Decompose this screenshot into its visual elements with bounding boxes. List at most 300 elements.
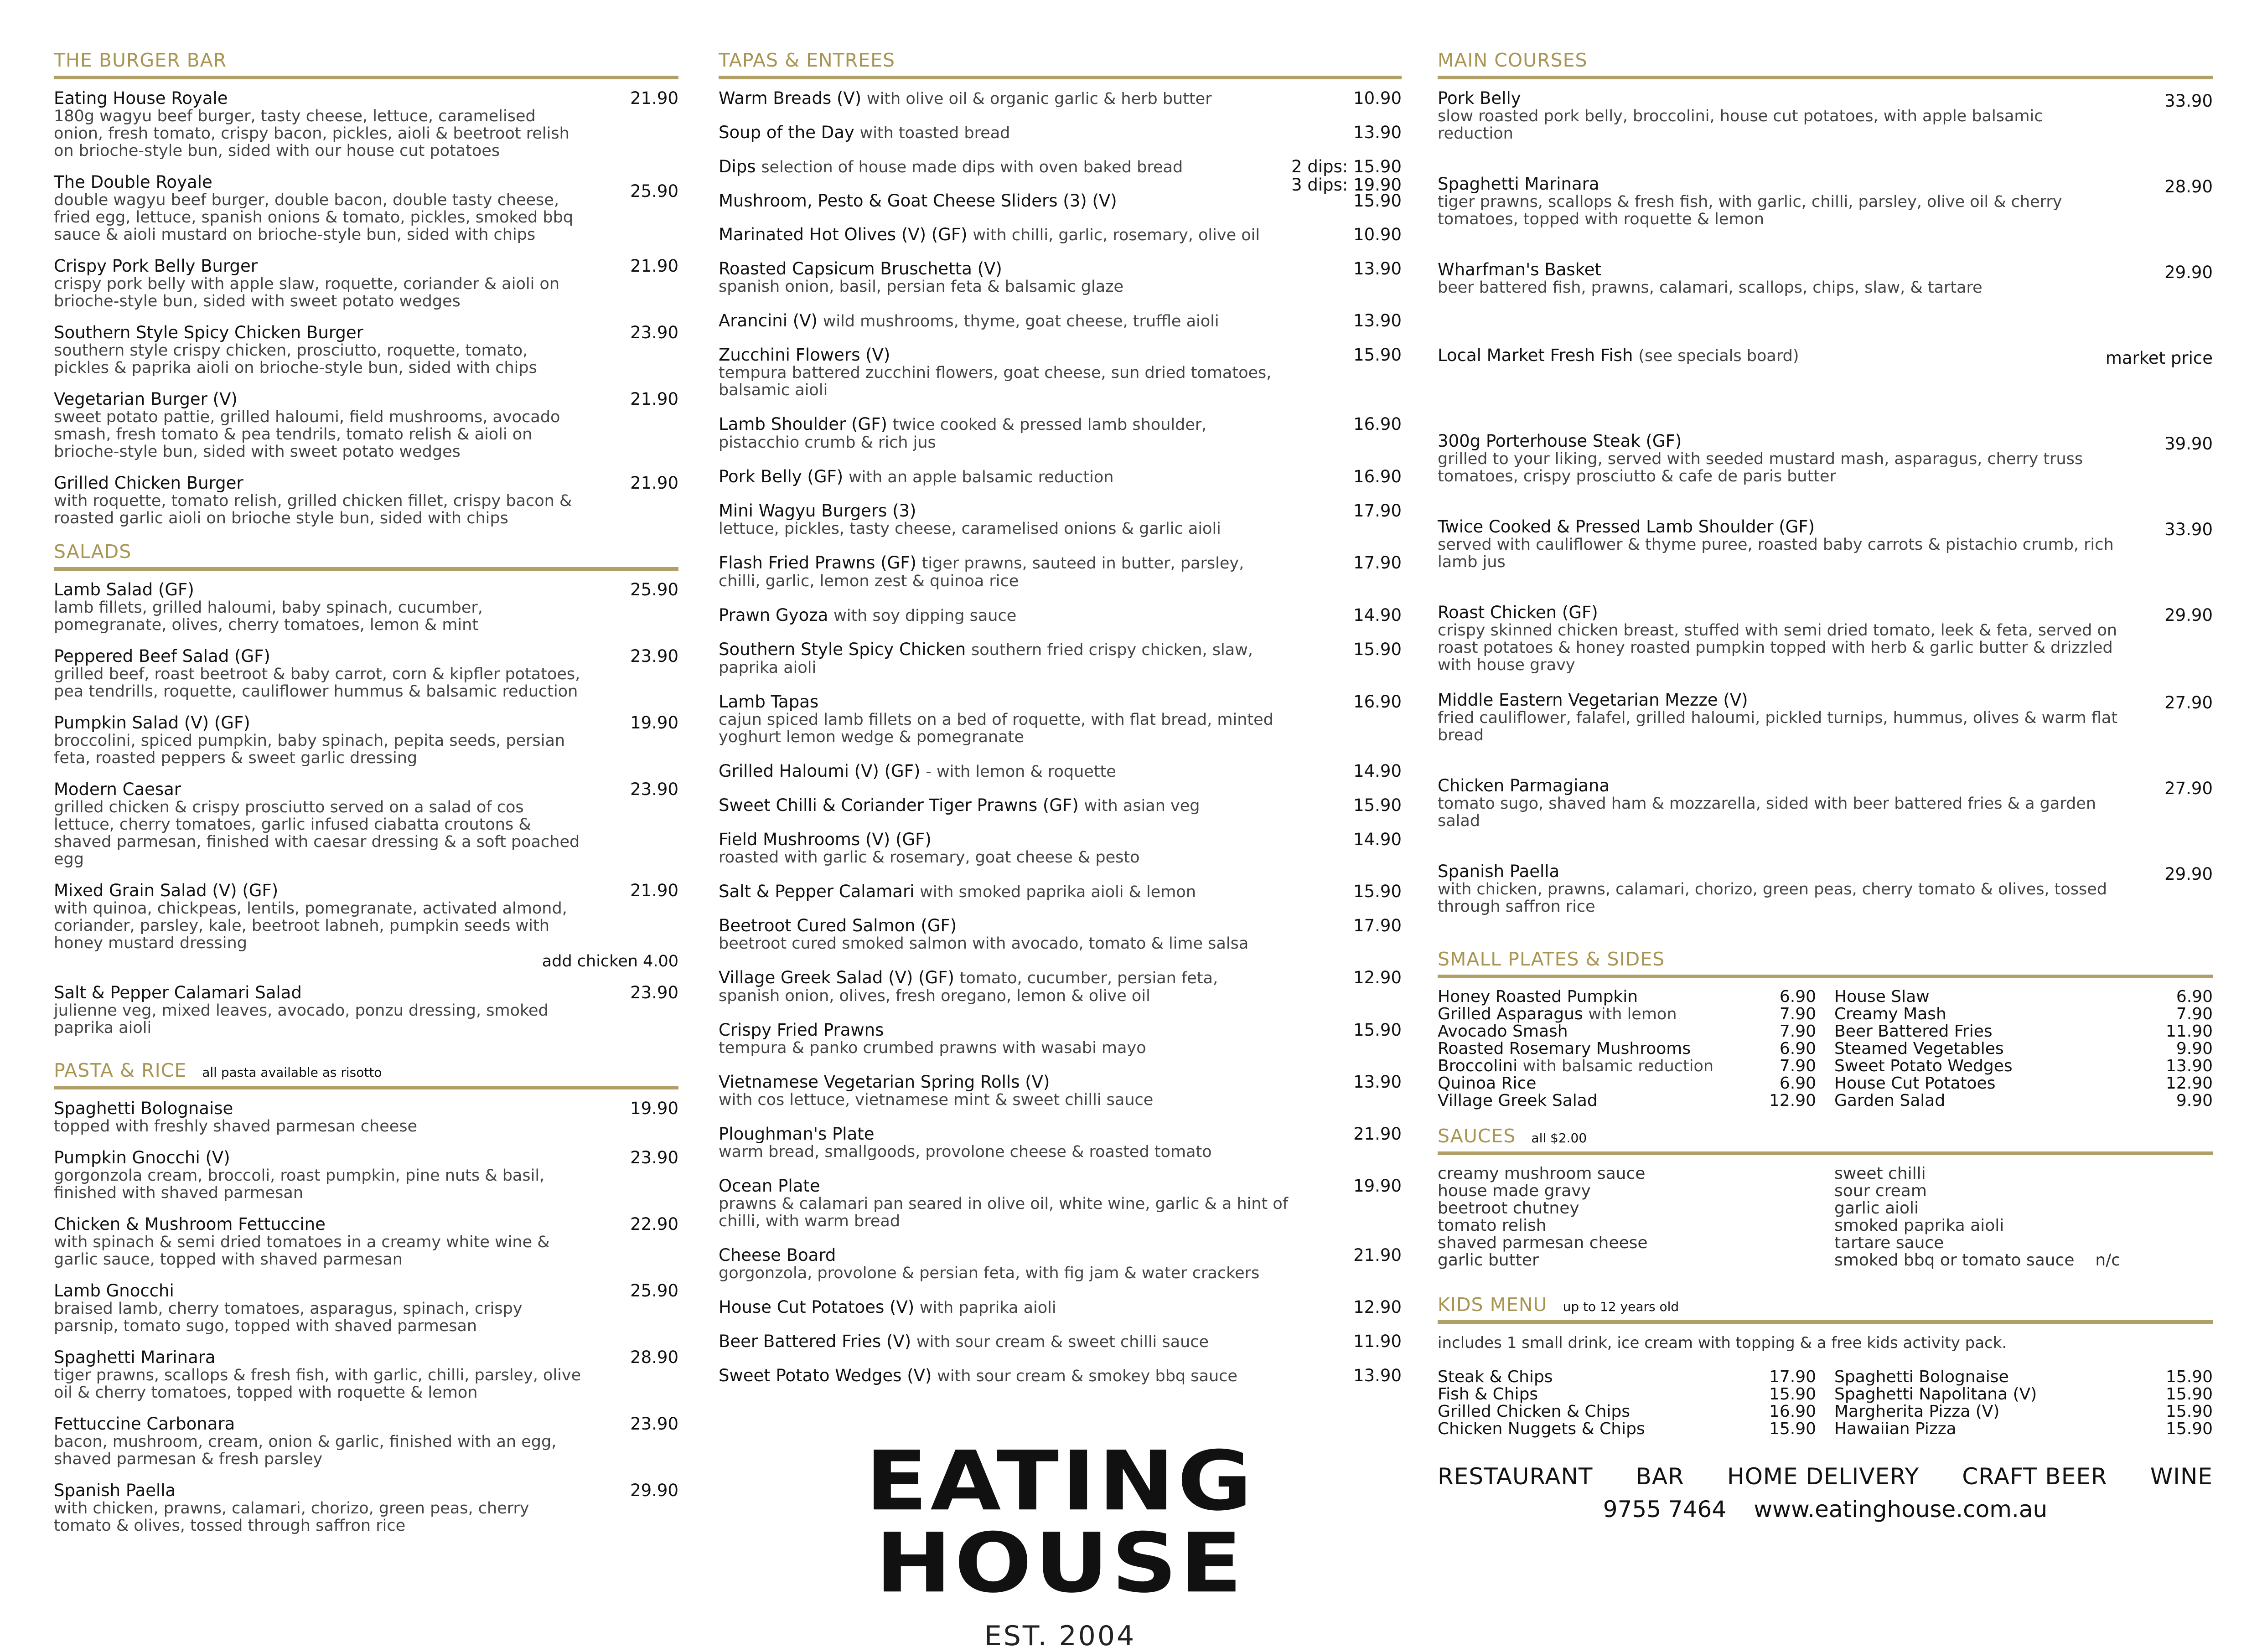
item-price-value: 33.90 bbox=[2164, 91, 2213, 111]
item-description: with chicken, prawns, calamari, chorizo, green peas, cherry tomato & olives, tossed through saffron rice bbox=[1438, 880, 2107, 916]
item-price-value: 10.90 bbox=[1353, 88, 1402, 108]
sauce-item: garlic aioli bbox=[1834, 1199, 1919, 1218]
item-name: Mini Wagyu Burgers (3) bbox=[719, 501, 916, 521]
menu-item bbox=[719, 640, 1402, 676]
price-row bbox=[1438, 1403, 1816, 1420]
item-name: Spanish Paella bbox=[54, 1481, 176, 1500]
item-name: Pork Belly (GF) bbox=[719, 467, 844, 486]
salads-section-title: SALADS bbox=[54, 541, 678, 571]
sauce-item: sweet chilli bbox=[1834, 1164, 1926, 1183]
row-name: Fish & Chips bbox=[1438, 1385, 1538, 1404]
menu-item bbox=[1438, 862, 2213, 931]
item-name: Sweet Chilli & Coriander Tiger Prawns (GF) bbox=[719, 795, 1079, 815]
item-title-line bbox=[719, 969, 1402, 987]
item-name: Peppered Beef Salad (GF) bbox=[54, 646, 270, 666]
service-wine: WINE bbox=[2150, 1463, 2213, 1490]
menu-item bbox=[719, 969, 1402, 1005]
row-label bbox=[1834, 1006, 1946, 1023]
item-inline-description: selection of house made dips with oven baked bread bbox=[761, 158, 1183, 176]
item-inline-description: southern fried crispy chicken, slaw, bbox=[971, 641, 1253, 659]
middle-column bbox=[719, 49, 1402, 1401]
item-price-value: 16.90 bbox=[1353, 692, 1402, 712]
item-price-value: 19.90 bbox=[630, 713, 678, 733]
item-title-line bbox=[54, 581, 678, 599]
item-name: Middle Eastern Vegetarian Mezze (V) bbox=[1438, 690, 1748, 710]
item-price-value: 14.90 bbox=[1353, 830, 1402, 849]
item-price bbox=[1353, 260, 1402, 278]
burger-section-title: THE BURGER BAR bbox=[54, 49, 678, 79]
item-name: Spaghetti Bolognaise bbox=[54, 1099, 233, 1118]
website-link[interactable]: www.eatinghouse.com.au bbox=[1754, 1496, 2048, 1523]
menu-item bbox=[719, 1021, 1402, 1057]
item-description: tomato sugo, shaved ham & mozzarella, sided with beer battered fries & a garden salad bbox=[1438, 795, 2096, 830]
item-title-line bbox=[1438, 261, 2213, 279]
row-price: 15.90 bbox=[2165, 1368, 2213, 1386]
item-name: Twice Cooked & Pressed Lamb Shoulder (GF) bbox=[1438, 517, 1815, 537]
row-price: 11.90 bbox=[2165, 1022, 2213, 1041]
item-title-line bbox=[54, 984, 678, 1002]
item-description: served with cauliflower & thyme puree, roasted baby carrots & pistachio crumb, rich lamb jus bbox=[1438, 536, 2114, 571]
item-title-line bbox=[719, 1246, 1402, 1265]
item-title-line bbox=[719, 89, 1402, 108]
tapas-list bbox=[719, 89, 1402, 1385]
item-title-line bbox=[719, 831, 1402, 849]
row-price: 15.90 bbox=[2165, 1402, 2213, 1421]
row-price: 7.90 bbox=[1779, 1005, 1816, 1023]
left-column bbox=[54, 49, 678, 1548]
item-name: Field Mushrooms (V) (GF) bbox=[719, 830, 932, 849]
tapas-section-title: TAPAS & ENTREES bbox=[719, 49, 1402, 79]
burger-section bbox=[54, 49, 678, 527]
item-price bbox=[1353, 1021, 1402, 1039]
item-price bbox=[1353, 124, 1402, 142]
menu-item bbox=[54, 1215, 678, 1268]
row-price: 13.90 bbox=[2165, 1057, 2213, 1075]
item-price-value: 15.90 bbox=[1353, 1020, 1402, 1040]
menu-item bbox=[719, 312, 1402, 330]
item-title-line bbox=[719, 1021, 1402, 1039]
item-price bbox=[1353, 502, 1402, 520]
item-price-value: 11.90 bbox=[1353, 1332, 1402, 1351]
row-name: Spaghetti Napolitana (V) bbox=[1834, 1385, 2037, 1404]
item-title-line bbox=[719, 1177, 1402, 1195]
price-row bbox=[1438, 1058, 1816, 1075]
item-extra: add chicken 4.00 bbox=[542, 952, 678, 971]
item-price-value: 13.90 bbox=[1353, 1072, 1402, 1092]
row-name: Village Greek Salad bbox=[1438, 1091, 1598, 1110]
menu-item bbox=[719, 762, 1402, 781]
menu-item bbox=[1438, 346, 2213, 415]
row-label bbox=[1438, 1403, 1630, 1420]
item-inline-description: with asian veg bbox=[1084, 797, 1200, 815]
menu-item bbox=[54, 882, 678, 970]
right-column bbox=[1438, 49, 2213, 1438]
item-name: Salt & Pepper Calamari Salad bbox=[54, 983, 302, 1002]
item-price-value: 21.90 bbox=[1353, 1124, 1402, 1144]
item-price bbox=[630, 647, 678, 666]
menu-item bbox=[719, 1125, 1402, 1161]
item-description: prawns & calamari pan seared in olive oil, white wine, garlic & a hint of chilli, with warm bread bbox=[719, 1195, 1289, 1230]
row-label bbox=[1438, 1386, 1538, 1403]
row-label bbox=[1438, 1058, 1713, 1075]
row-label bbox=[1834, 1040, 2004, 1058]
kids-left bbox=[1438, 1368, 1816, 1438]
item-price-value: 16.90 bbox=[1353, 467, 1402, 486]
item-name: Village Greek Salad (V) (GF) bbox=[719, 968, 954, 987]
item-name: Roast Chicken (GF) bbox=[1438, 603, 1598, 622]
item-title-line bbox=[1438, 175, 2213, 193]
item-title-line bbox=[54, 780, 678, 799]
menu-item bbox=[54, 1100, 678, 1135]
kids-right bbox=[1834, 1368, 2213, 1438]
menu-item bbox=[54, 1415, 678, 1468]
sauces-grid bbox=[1438, 1165, 2213, 1269]
row-inline-description: with balsamic reduction bbox=[1522, 1057, 1714, 1075]
sauce-item: shaved parmesan cheese bbox=[1438, 1234, 1648, 1252]
sauces-title-text: SAUCES bbox=[1438, 1125, 1516, 1147]
item-title-line bbox=[719, 640, 1402, 659]
sauce-item: sour cream bbox=[1834, 1182, 1927, 1200]
row-name: Steak & Chips bbox=[1438, 1368, 1553, 1386]
item-title-line bbox=[54, 1415, 678, 1433]
item-price bbox=[630, 474, 678, 492]
item-name: Spanish Paella bbox=[1438, 862, 1560, 881]
item-title-line bbox=[719, 346, 1402, 364]
item-price-value: 21.90 bbox=[630, 88, 678, 108]
item-price bbox=[2164, 263, 2213, 282]
menu-item bbox=[1438, 432, 2213, 501]
price-row bbox=[1834, 1403, 2213, 1420]
item-title-line bbox=[54, 1100, 678, 1118]
row-price: 17.90 bbox=[1769, 1368, 1816, 1386]
item-price-value: 27.90 bbox=[2164, 693, 2213, 712]
menu-item bbox=[719, 693, 1402, 746]
row-price: 7.90 bbox=[1779, 1022, 1816, 1041]
sauces-section-title bbox=[1438, 1125, 2213, 1155]
brand-logo bbox=[757, 1431, 1363, 1652]
item-price-value: 22.90 bbox=[630, 1214, 678, 1234]
item-title-line bbox=[719, 796, 1402, 815]
item-description: tiger prawns, scallops & fresh fish, with garlic, chilli, parsley, olive oil & cherry tomatoes, topped with roquette & lemon bbox=[54, 1366, 581, 1402]
item-title-line bbox=[719, 502, 1402, 520]
item-description: tempura battered zucchini flowers, goat cheese, sun dried tomatoes, balsamic aioli bbox=[719, 364, 1272, 399]
item-price bbox=[2164, 865, 2213, 883]
item-price-value: 23.90 bbox=[630, 780, 678, 799]
item-description: roasted with garlic & rosemary, goat cheese & pesto bbox=[719, 848, 1140, 867]
row-label bbox=[1834, 1386, 2037, 1403]
menu-item bbox=[54, 1149, 678, 1202]
item-name: Crispy Pork Belly Burger bbox=[54, 256, 258, 276]
item-price bbox=[1353, 89, 1402, 108]
sides-left bbox=[1438, 988, 1816, 1110]
row-name: Roasted Rosemary Mushrooms bbox=[1438, 1039, 1691, 1058]
item-title-line bbox=[719, 124, 1402, 142]
sauce-item: creamy mushroom sauce bbox=[1438, 1164, 1646, 1183]
row-label bbox=[1438, 1075, 1536, 1092]
item-inline-description: with olive oil & organic garlic & herb butter bbox=[866, 90, 1212, 108]
sauces-section bbox=[1438, 1125, 2213, 1269]
item-name: Prawn Gyoza bbox=[719, 605, 828, 625]
item-price bbox=[1353, 883, 1402, 901]
row-label bbox=[1834, 1075, 1995, 1092]
row-name: Spaghetti Bolognaise bbox=[1834, 1368, 2009, 1386]
kids-section bbox=[1438, 1294, 2213, 1438]
item-description: braised lamb, cherry tomatoes, asparagus, spinach, crispy parsnip, tomato sugo, topped with shaved parmesan bbox=[54, 1300, 523, 1335]
item-price-value: 29.90 bbox=[2164, 263, 2213, 282]
row-name: Garden Salad bbox=[1834, 1091, 1946, 1110]
item-price-value: 23.90 bbox=[630, 646, 678, 666]
item-name: Lamb Tapas bbox=[719, 692, 819, 712]
item-price bbox=[630, 324, 678, 342]
price-row bbox=[1834, 1420, 2213, 1438]
item-name: Beetroot Cured Salmon (GF) bbox=[719, 916, 957, 935]
menu-item bbox=[54, 173, 678, 243]
item-name: Cheese Board bbox=[719, 1245, 836, 1265]
menu-item bbox=[719, 883, 1402, 901]
row-price: 15.90 bbox=[1769, 1420, 1816, 1438]
price-row bbox=[1834, 1368, 2213, 1386]
item-description: grilled beef, roast beetroot & baby carrot, corn & kipfler potatoes, pea tendrills, roquette, cauliflower hummus & balsamic reduction bbox=[54, 665, 580, 701]
item-price-value: market price bbox=[2105, 348, 2213, 368]
item-title-line bbox=[1438, 518, 2213, 536]
item-title-line bbox=[719, 1125, 1402, 1143]
menu-item bbox=[719, 554, 1402, 590]
menu-item bbox=[1438, 604, 2213, 674]
footer bbox=[1438, 1463, 2213, 1523]
item-price-value: 14.90 bbox=[1353, 761, 1402, 781]
item-title-line bbox=[54, 173, 678, 191]
item-name: Pumpkin Gnocchi (V) bbox=[54, 1148, 230, 1167]
sauce-item: smoked paprika aioli bbox=[1834, 1216, 2004, 1235]
item-description: cajun spiced lamb fillets on a bed of roquette, with flat bread, minted yoghurt lemon wedge & pomegranate bbox=[719, 711, 1273, 746]
item-title-line bbox=[54, 714, 678, 732]
item-price-value: 21.90 bbox=[630, 473, 678, 493]
row-name: Grilled Asparagus bbox=[1438, 1005, 1583, 1023]
item-name: Warm Breads (V) bbox=[719, 88, 862, 108]
item-title-line bbox=[719, 1298, 1402, 1317]
item-title-line bbox=[1438, 432, 2213, 450]
item-inline-description: tiger prawns, sauteed in butter, parsley, bbox=[921, 554, 1244, 573]
item-name: Fettuccine Carbonara bbox=[54, 1414, 235, 1434]
item-price-value: 19.90 bbox=[1353, 1176, 1402, 1196]
item-name: Eating House Royale bbox=[54, 88, 228, 108]
menu-item bbox=[54, 89, 678, 160]
item-price-value: 33.90 bbox=[2164, 520, 2213, 539]
item-inline-description: with an apple balsamic reduction bbox=[848, 468, 1114, 486]
row-price: 6.90 bbox=[1779, 987, 1816, 1006]
sauce-item: beetroot chutney bbox=[1438, 1199, 1579, 1218]
item-title-line bbox=[1438, 777, 2213, 795]
item-name: Mushroom, Pesto & Goat Cheese Sliders (3) (V) bbox=[719, 191, 1117, 211]
menu-item bbox=[1438, 518, 2213, 586]
item-price bbox=[1353, 796, 1402, 815]
item-name: Southern Style Spicy Chicken bbox=[719, 640, 966, 659]
item-price bbox=[630, 1215, 678, 1234]
item-title-line bbox=[719, 312, 1402, 330]
sauce-item: tomato relish bbox=[1438, 1216, 1547, 1235]
sauces-left bbox=[1438, 1165, 1816, 1269]
item-name: 300g Porterhouse Steak (GF) bbox=[1438, 431, 1682, 451]
item-title-line bbox=[54, 1482, 678, 1500]
item-price bbox=[1353, 1298, 1402, 1316]
row-name: Avocado Smash bbox=[1438, 1022, 1568, 1041]
item-title-line bbox=[719, 917, 1402, 935]
item-name: Dips bbox=[719, 157, 756, 176]
row-price: 7.90 bbox=[2176, 1005, 2213, 1023]
row-price: 16.90 bbox=[1769, 1402, 1816, 1421]
item-price bbox=[1353, 831, 1402, 849]
item-price bbox=[1353, 606, 1402, 625]
price-row bbox=[1834, 1058, 2213, 1075]
kids-intro: includes 1 small drink, ice cream with topping & a free kids activity pack. bbox=[1438, 1334, 2007, 1352]
item-name: Grilled Haloumi (V) (GF) bbox=[719, 761, 921, 781]
price-row bbox=[1834, 1023, 2213, 1040]
item-price bbox=[1291, 158, 1402, 194]
kids-title-text: KIDS MENU bbox=[1438, 1294, 1548, 1316]
item-name: Sweet Potato Wedges (V) bbox=[719, 1366, 932, 1385]
item-name: Lamb Salad (GF) bbox=[54, 580, 194, 599]
item-description: with quinoa, chickpeas, lentils, pomegranate, activated almond, coriander, parsley, kale, beetroot labneh, pumpkin seeds with honey mustard dressing bbox=[54, 899, 567, 952]
item-price-value: 15.90 bbox=[1353, 191, 1402, 211]
item-description: grilled chicken & crispy prosciutto served on a salad of cos lettuce, cherry tomatoes, garlic infused ciabatta croutons & shaved parmesan, finished with caesar dressing & a soft poached egg bbox=[54, 798, 580, 868]
item-price bbox=[1353, 1332, 1402, 1351]
item-price bbox=[630, 182, 678, 201]
row-name: Honey Roasted Pumpkin bbox=[1438, 987, 1638, 1006]
item-price-value: 15.90 bbox=[1353, 882, 1402, 901]
menu-item bbox=[719, 831, 1402, 866]
salads-list bbox=[54, 581, 678, 1037]
item-description: spanish onion, olives, fresh oregano, lemon & olive oil bbox=[719, 987, 1150, 1005]
item-price bbox=[1353, 640, 1402, 659]
sauce-item: tartare sauce bbox=[1834, 1234, 1944, 1252]
row-price: 6.90 bbox=[2176, 987, 2213, 1006]
price-row bbox=[1834, 988, 2213, 1006]
item-price bbox=[2164, 178, 2213, 196]
sides-grid bbox=[1438, 988, 2213, 1110]
price-row bbox=[1438, 1420, 1816, 1438]
menu-item bbox=[719, 606, 1402, 625]
item-price bbox=[2164, 606, 2213, 625]
item-description: slow roasted pork belly, broccolini, house cut potatoes, with apple balsamic reduction bbox=[1438, 107, 2043, 143]
item-description: southern style crispy chicken, prosciutto, roquette, tomato, pickles & paprika aioli on brioche-style bun, sided with chips bbox=[54, 341, 537, 377]
item-price-value: 25.90 bbox=[630, 181, 678, 201]
mains-section-title: MAIN COURSES bbox=[1438, 49, 2213, 79]
menu-item bbox=[719, 1332, 1402, 1351]
item-price-value: 23.90 bbox=[630, 1148, 678, 1167]
item-name: Wharfman's Basket bbox=[1438, 260, 1602, 279]
item-inline-description: with smoked paprika aioli & lemon bbox=[920, 883, 1196, 901]
menu-item bbox=[54, 390, 678, 460]
kids-note: up to 12 years old bbox=[1563, 1299, 1679, 1314]
menu-item bbox=[54, 257, 678, 310]
item-name: Arancini (V) bbox=[719, 311, 818, 330]
row-name: Steamed Vegetables bbox=[1834, 1039, 2004, 1058]
item-name: Marinated Hot Olives (V) (GF) bbox=[719, 225, 968, 244]
price-row bbox=[1834, 1092, 2213, 1110]
item-price-value: 19.90 bbox=[630, 1099, 678, 1118]
menu-item bbox=[719, 1246, 1402, 1282]
item-description: with spinach & semi dried tomatoes in a creamy white wine & garlic sauce, topped with shaved parmesan bbox=[54, 1233, 550, 1269]
sides-right bbox=[1834, 988, 2213, 1110]
mains-section bbox=[1438, 49, 2213, 931]
row-price: 15.90 bbox=[2165, 1420, 2213, 1438]
item-title-line bbox=[54, 882, 678, 900]
price-row bbox=[1438, 1368, 1816, 1386]
item-name: House Cut Potatoes (V) bbox=[719, 1297, 915, 1317]
menu-item bbox=[719, 1073, 1402, 1109]
price-row bbox=[1438, 1040, 1816, 1058]
item-price bbox=[630, 780, 678, 799]
item-price bbox=[1353, 192, 1402, 210]
row-price: 15.90 bbox=[1769, 1385, 1816, 1404]
item-description: double wagyu beef burger, double bacon, double tasty cheese, fried egg, lettuce, spanish onions & tomato, pickles, smoked bbq sauce & aioli mustard on brioche-style bun, sided with chips bbox=[54, 191, 574, 244]
menu-item bbox=[1438, 691, 2213, 759]
item-price bbox=[2164, 92, 2213, 110]
menu-item bbox=[1438, 89, 2213, 158]
logo-wordmark: EATING HOUSE bbox=[865, 1433, 1255, 1611]
item-description: with cos lettuce, vietnamese mint & sweet chilli sauce bbox=[719, 1091, 1154, 1109]
item-title-line bbox=[719, 554, 1402, 573]
menu-item bbox=[54, 581, 678, 634]
item-description: sweet potato pattie, grilled haloumi, field mushrooms, avocado smash, fresh tomato & pea tendrils, tomato relish & aioli on brioche-style bun, sided with sweet potato wedges bbox=[54, 408, 560, 461]
menu-item bbox=[719, 502, 1402, 537]
item-price-value: 25.90 bbox=[630, 580, 678, 599]
row-label bbox=[1438, 988, 1638, 1006]
salads-section bbox=[54, 541, 678, 1037]
item-inline-description: twice cooked & pressed lamb shoulder, bbox=[892, 416, 1207, 434]
row-name: Quinoa Rice bbox=[1438, 1074, 1537, 1093]
service-home-delivery: HOME DELIVERY bbox=[1727, 1463, 1920, 1490]
item-title-line bbox=[1438, 604, 2213, 622]
item-inline-description: - with lemon & roquette bbox=[926, 763, 1116, 781]
row-name: House Slaw bbox=[1834, 987, 1930, 1006]
row-price: 6.90 bbox=[1779, 1074, 1816, 1093]
item-name: The Double Royale bbox=[54, 172, 212, 192]
item-price-value-2: 3 dips: 19.90 bbox=[1291, 175, 1402, 195]
item-description: paprika aioli bbox=[719, 659, 817, 677]
menu-item bbox=[719, 89, 1402, 108]
kids-grid bbox=[1438, 1368, 2213, 1438]
item-name: Roasted Capsicum Bruschetta (V) bbox=[719, 259, 1002, 279]
row-label bbox=[1834, 1023, 1993, 1040]
item-description: broccolini, spiced pumpkin, baby spinach, pepita seeds, persian feta, roasted peppers & sweet garlic dressing bbox=[54, 732, 565, 767]
item-inline-description: tomato, cucumber, persian feta, bbox=[959, 969, 1218, 987]
item-description: grilled to your liking, served with seeded mustard mash, asparagus, cherry truss tomatoes, crispy prosciutto & cafe de paris butter bbox=[1438, 450, 2083, 485]
row-label bbox=[1834, 988, 1930, 1006]
item-price-value: 17.90 bbox=[1353, 553, 1402, 573]
item-title-line bbox=[54, 324, 678, 342]
menu-item bbox=[1438, 261, 2213, 329]
price-row bbox=[1834, 1386, 2213, 1403]
item-title-line bbox=[1438, 862, 2213, 884]
menu-item bbox=[719, 415, 1402, 451]
item-price-value: 12.90 bbox=[1353, 1297, 1402, 1317]
item-price bbox=[630, 1149, 678, 1167]
item-price bbox=[630, 89, 678, 108]
item-title-line bbox=[719, 693, 1402, 711]
price-row bbox=[1834, 1075, 2213, 1092]
item-price bbox=[1353, 1177, 1402, 1195]
item-inline-description: with soy dipping sauce bbox=[833, 607, 1017, 625]
row-label bbox=[1438, 1368, 1553, 1386]
item-description: pistacchio crumb & rich jus bbox=[719, 434, 936, 452]
item-inline-description: with toasted bread bbox=[859, 124, 1010, 142]
item-description: spanish onion, basil, persian feta & balsamic glaze bbox=[719, 278, 1124, 296]
menu-item bbox=[719, 1367, 1402, 1385]
row-label bbox=[1834, 1420, 1957, 1438]
tapas-section bbox=[719, 49, 1402, 1385]
service-bar: BAR bbox=[1636, 1463, 1684, 1490]
